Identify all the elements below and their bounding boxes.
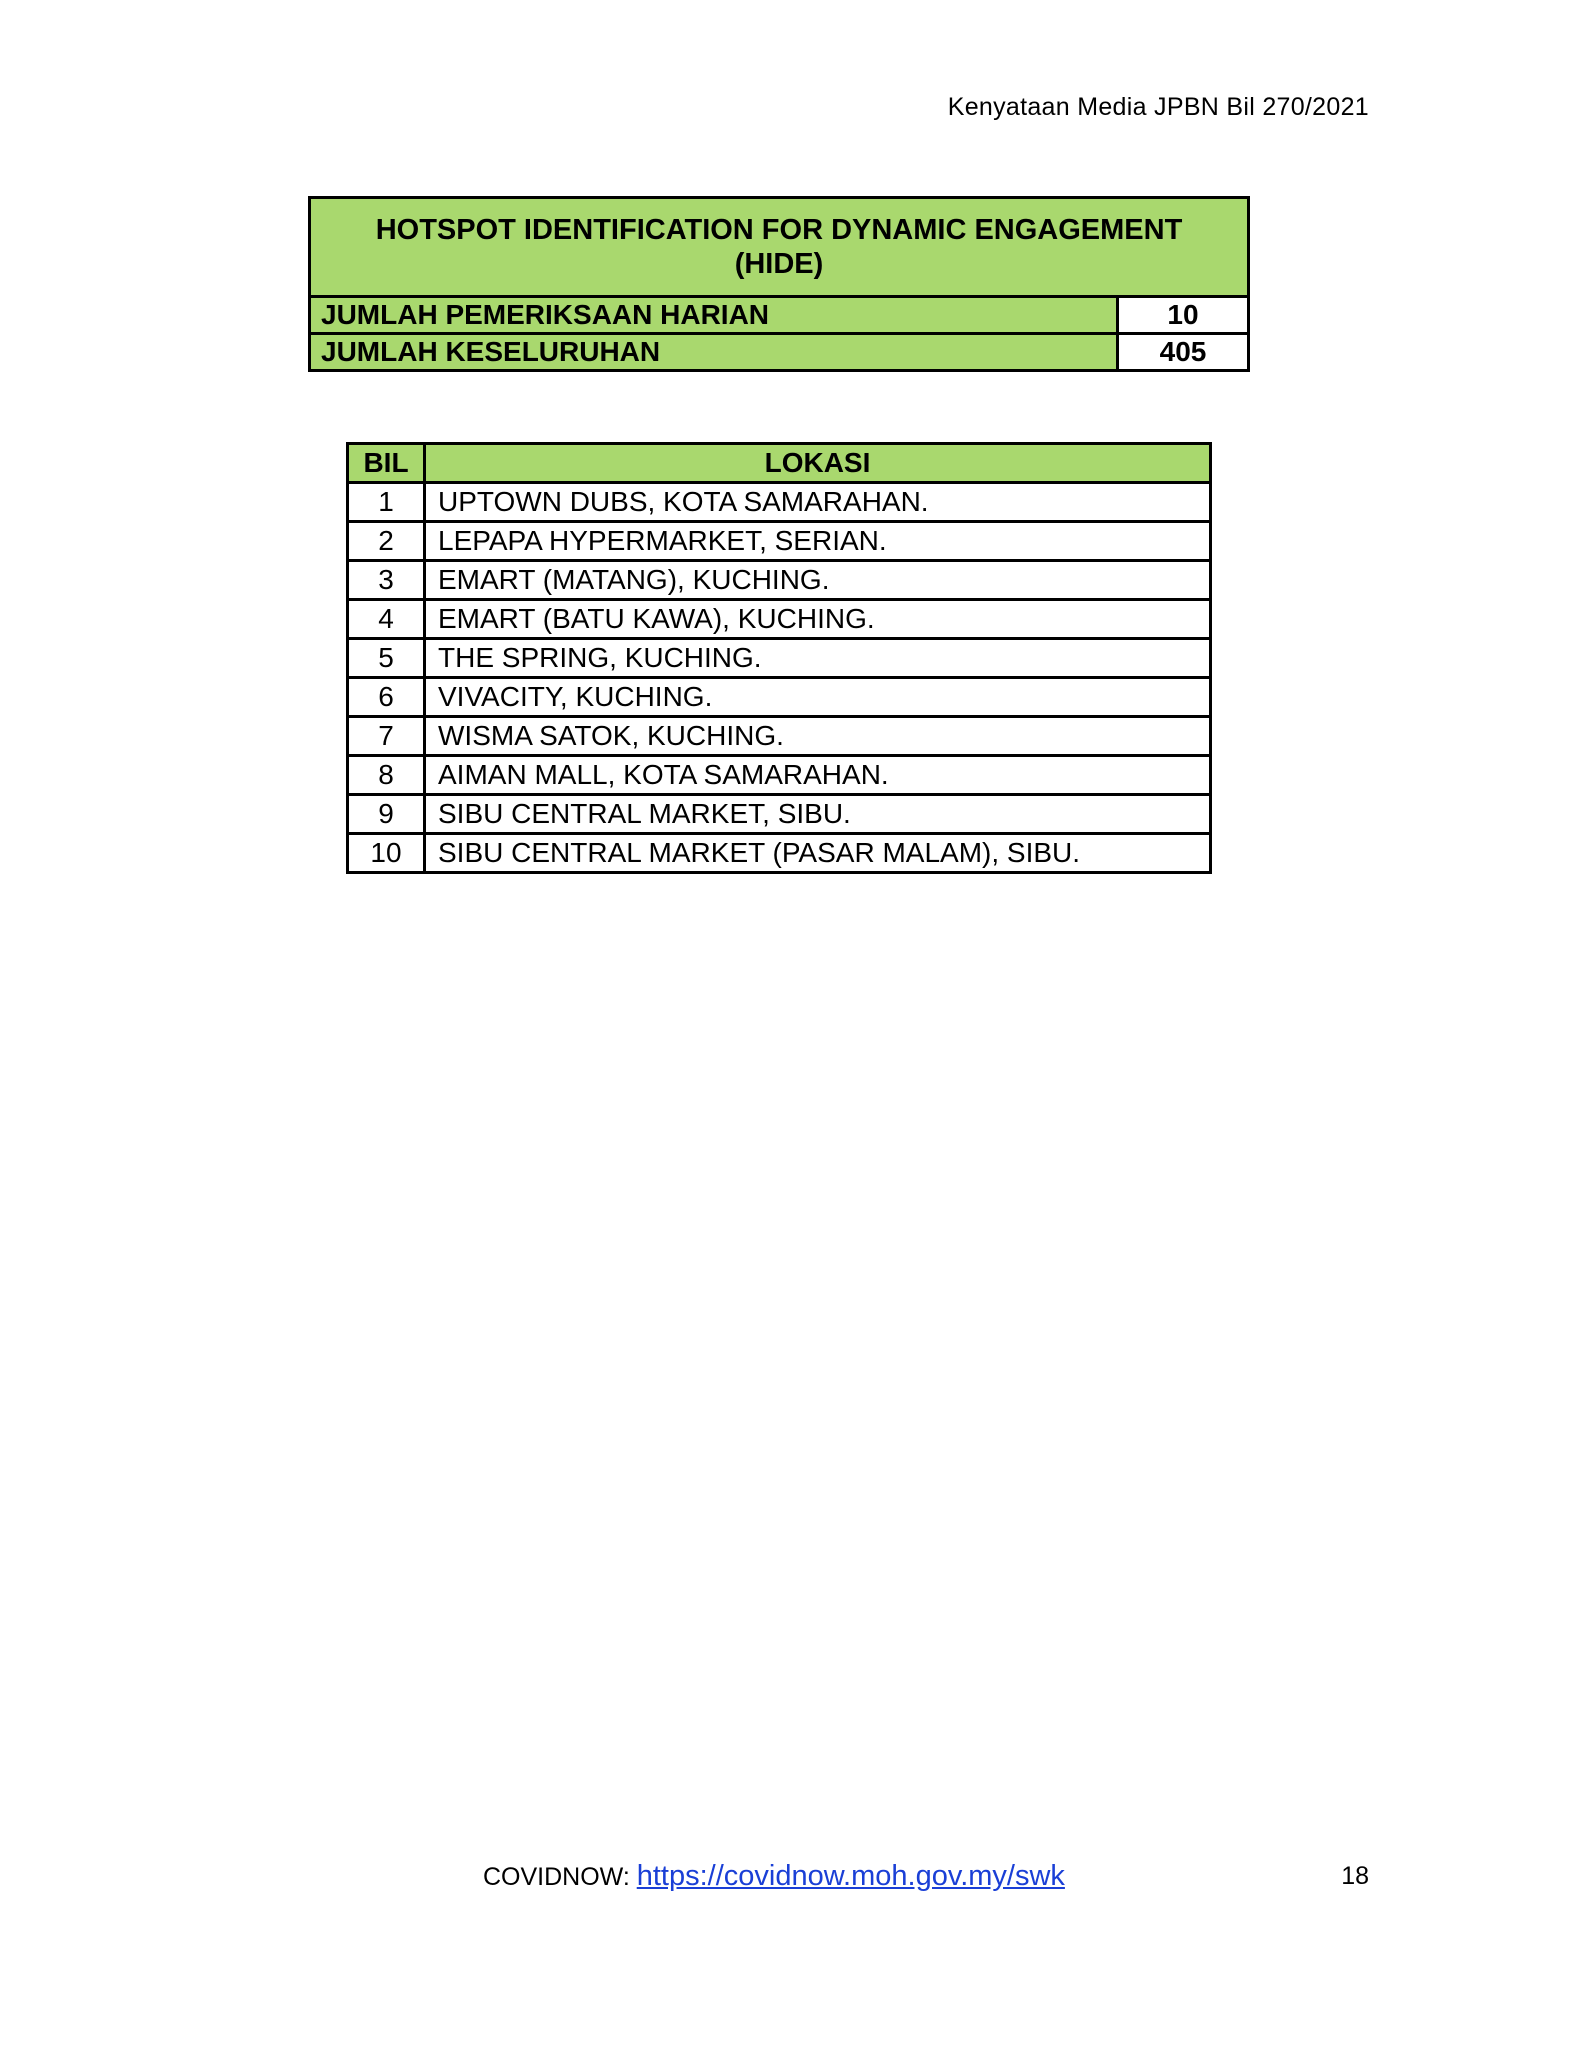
row-location: UPTOWN DUBS, KOTA SAMARAHAN. [425, 483, 1211, 522]
hide-row-label: JUMLAH PEMERIKSAAN HARIAN [310, 297, 1118, 334]
table-row [348, 522, 1211, 561]
row-location: LEPAPA HYPERMARKET, SERIAN. [425, 522, 1211, 561]
row-location: THE SPRING, KUCHING. [425, 639, 1211, 678]
row-location: AIMAN MALL, KOTA SAMARAHAN. [425, 756, 1211, 795]
hide-row-value: 10 [1118, 297, 1249, 334]
table-row [348, 483, 1211, 522]
document-reference: Kenyataan Media JPBN Bil 270/2021 [947, 93, 1369, 121]
row-location: SIBU CENTRAL MARKET (PASAR MALAM), SIBU. [425, 834, 1211, 873]
covidnow-link[interactable]: https://covidnow.moh.gov.my/swk [636, 1860, 1065, 1892]
footer-source [483, 1860, 1065, 1893]
footer-prefix: COVIDNOW: [483, 1863, 637, 1891]
row-location: SIBU CENTRAL MARKET, SIBU. [425, 795, 1211, 834]
table-row [348, 834, 1211, 873]
row-location: VIVACITY, KUCHING. [425, 678, 1211, 717]
table-row [348, 561, 1211, 600]
row-number: 5 [348, 639, 425, 678]
table-row [348, 600, 1211, 639]
table-row [348, 795, 1211, 834]
row-number: 7 [348, 717, 425, 756]
hide-summary-table [308, 196, 1250, 372]
row-number: 3 [348, 561, 425, 600]
row-number: 8 [348, 756, 425, 795]
row-number: 2 [348, 522, 425, 561]
row-location: WISMA SATOK, KUCHING. [425, 717, 1211, 756]
table-row [348, 639, 1211, 678]
hide-title [310, 198, 1249, 297]
table-row [348, 678, 1211, 717]
hide-title-line2: (HIDE) [734, 248, 824, 280]
row-location: EMART (MATANG), KUCHING. [425, 561, 1211, 600]
column-header-bil: BIL [348, 444, 425, 483]
column-header-lokasi: LOKASI [425, 444, 1211, 483]
page-number: 18 [1341, 1862, 1369, 1890]
hide-row-daily [310, 297, 1249, 334]
location-table-header [348, 444, 1211, 483]
table-row [348, 717, 1211, 756]
hide-row-total [310, 334, 1249, 371]
row-number: 6 [348, 678, 425, 717]
row-number: 4 [348, 600, 425, 639]
hide-title-line1: HOTSPOT IDENTIFICATION FOR DYNAMIC ENGAGEMENT [375, 214, 1183, 246]
hide-row-value: 405 [1118, 334, 1249, 371]
row-number: 10 [348, 834, 425, 873]
table-row [348, 756, 1211, 795]
hide-row-label: JUMLAH KESELURUHAN [310, 334, 1118, 371]
location-table [346, 442, 1212, 874]
row-number: 1 [348, 483, 425, 522]
row-location: EMART (BATU KAWA), KUCHING. [425, 600, 1211, 639]
row-number: 9 [348, 795, 425, 834]
